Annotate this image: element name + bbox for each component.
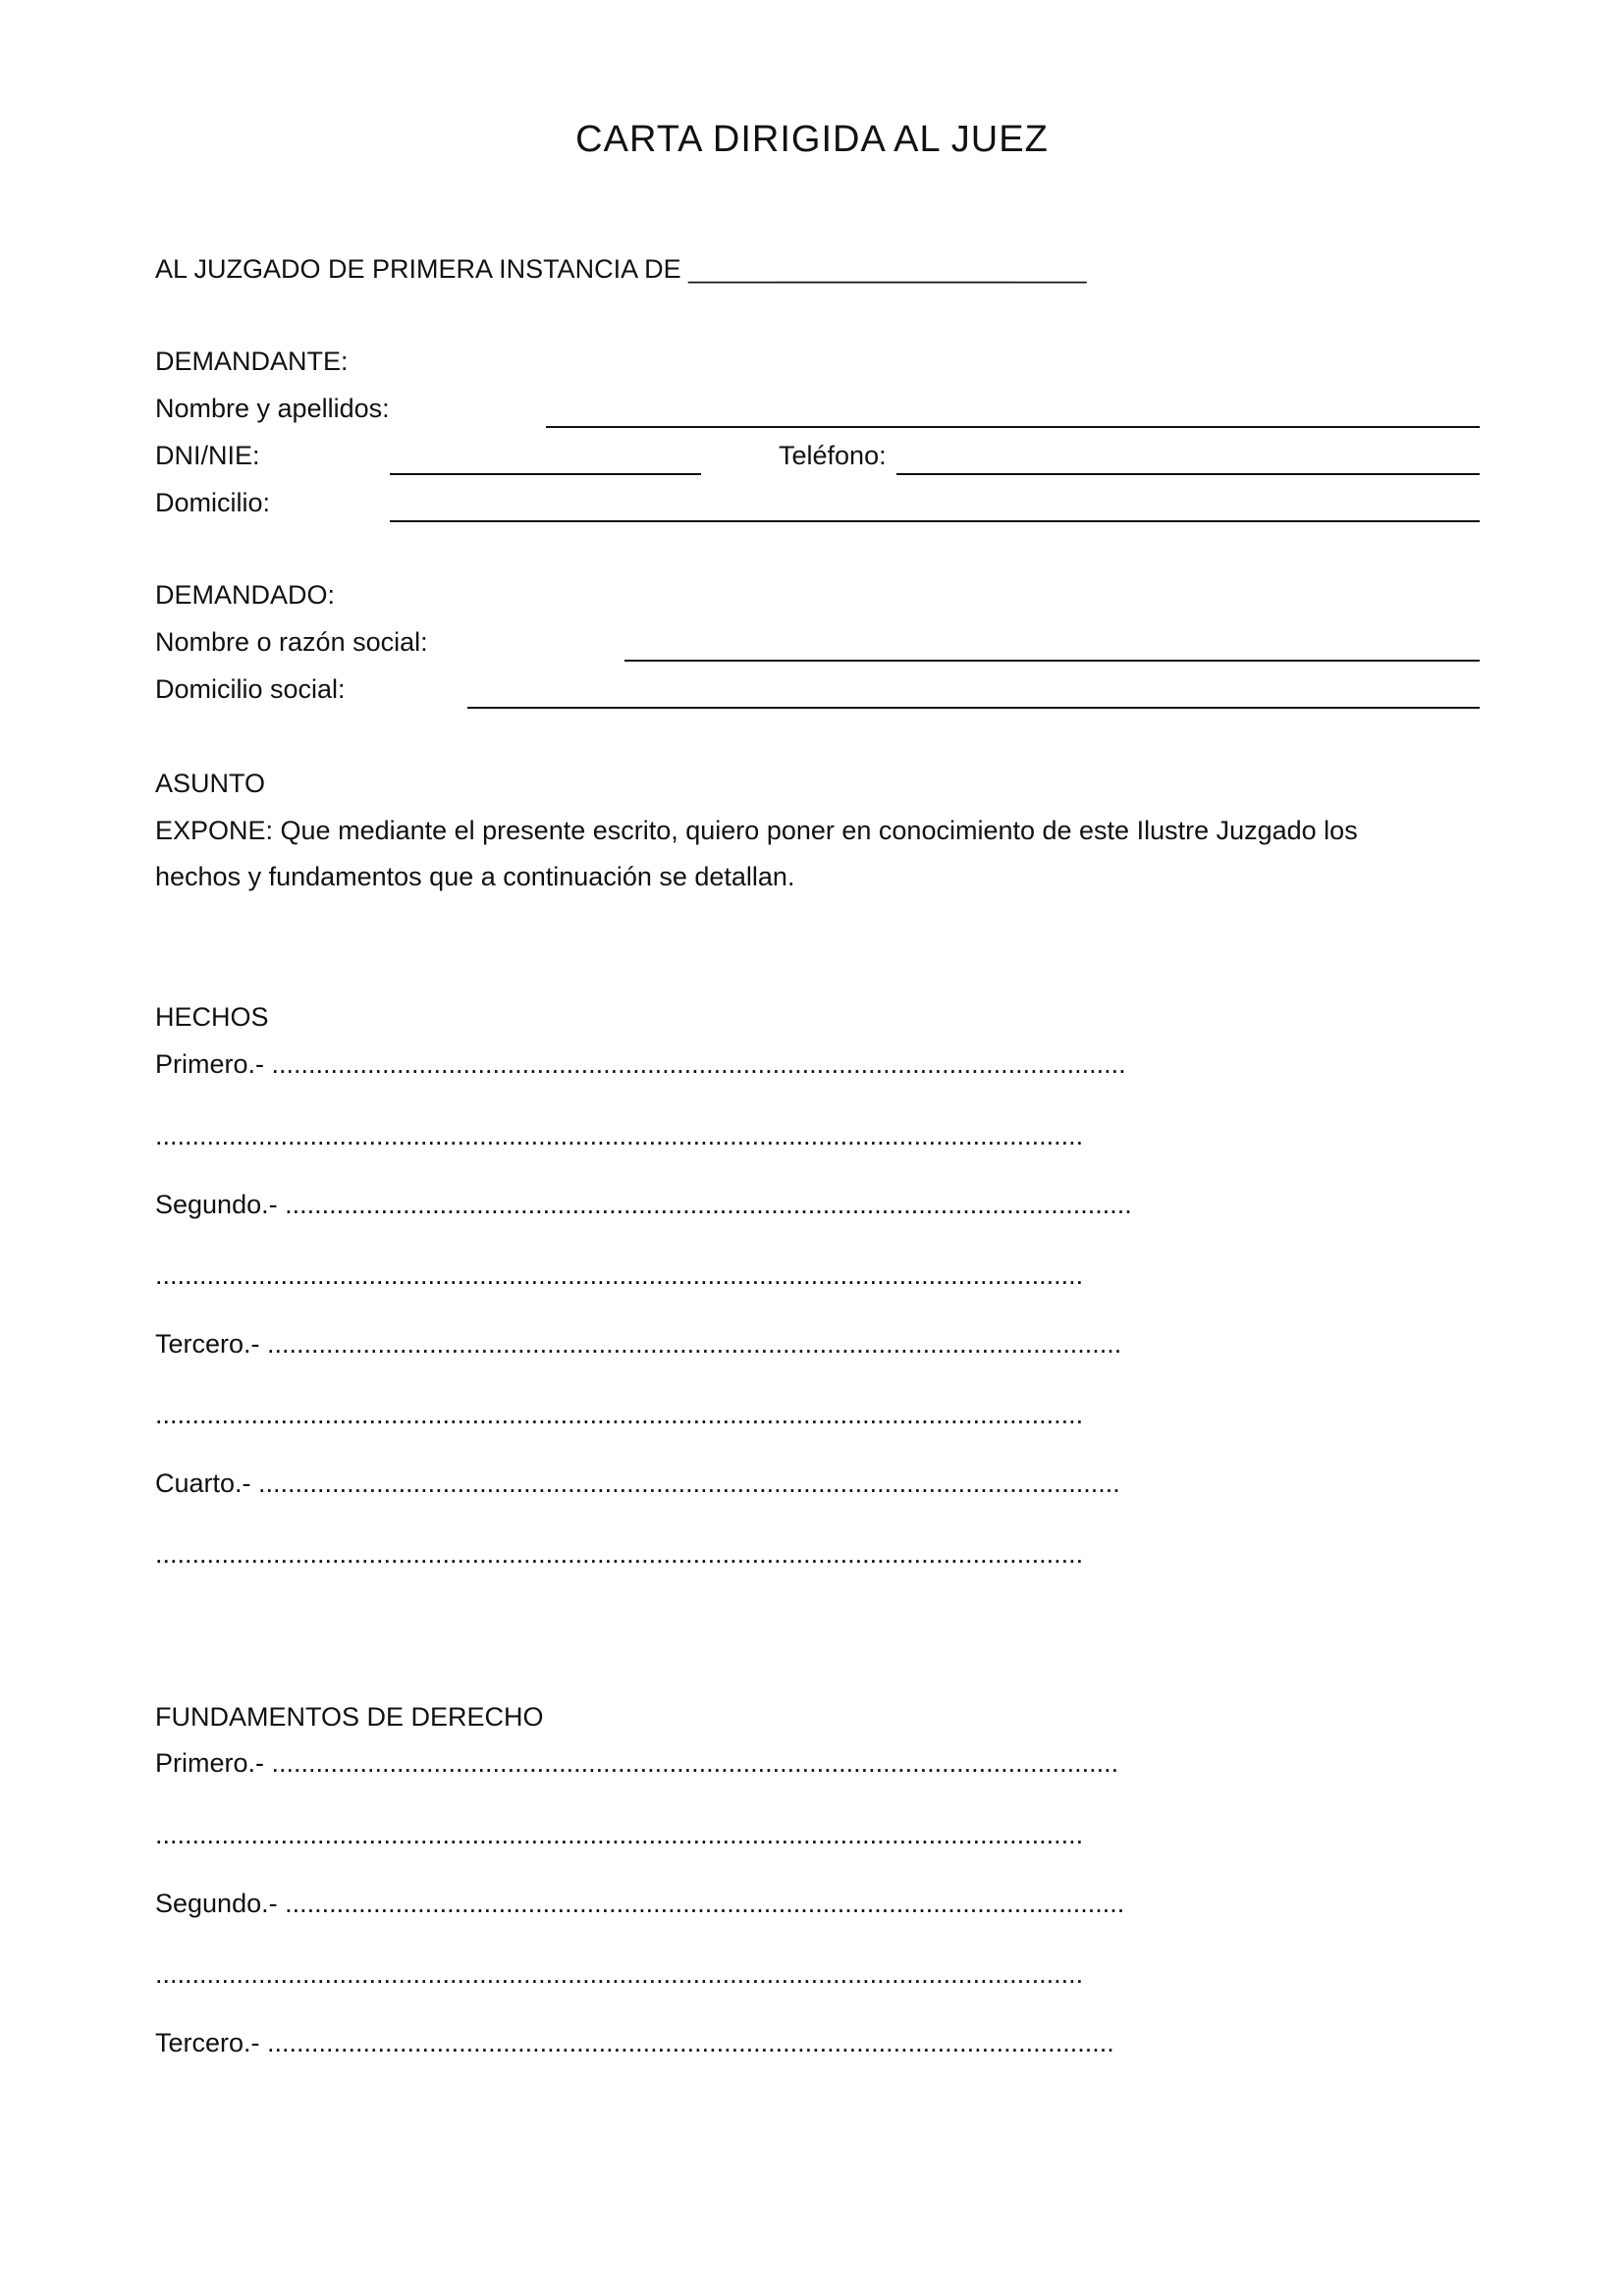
hechos-item-2-dots: ................................................................................................................... xyxy=(285,1190,1132,1219)
demandante-name-label: Nombre y apellidos: xyxy=(155,394,390,423)
hechos-item-3-label: Tercero.- xyxy=(155,1329,268,1359)
fundamentos-item-2[interactable] xyxy=(155,1888,1170,1919)
hechos-item-4[interactable] xyxy=(155,1468,1166,1499)
hechos-item-3-continuation[interactable]: .............................................................................................................................. xyxy=(155,1400,1084,1429)
court-line: AL JUZGADO DE PRIMERA INSTANCIA DE ___________________________ xyxy=(155,254,1087,284)
fundamentos-item-1-label: Primero.- xyxy=(155,1748,272,1778)
demandado-heading: DEMANDADO: xyxy=(155,580,336,610)
demandante-dni-field[interactable] xyxy=(390,473,701,475)
hechos-item-1-label: Primero.- xyxy=(155,1049,272,1079)
demandado-name-label: Nombre o razón social: xyxy=(155,627,428,657)
fundamentos-heading: FUNDAMENTOS DE DERECHO xyxy=(155,1702,544,1732)
hechos-item-1[interactable] xyxy=(155,1048,1176,1080)
demandante-heading: DEMANDANTE: xyxy=(155,347,349,376)
page-title: CARTA DIRIGIDA AL JUEZ xyxy=(575,119,1049,160)
hechos-item-1-dots: .................................................................................................................... xyxy=(271,1049,1126,1079)
hechos-item-2[interactable] xyxy=(155,1189,1178,1220)
hechos-item-3[interactable] xyxy=(155,1328,1170,1360)
fundamentos-item-1-dots: ................................................................................................................... xyxy=(271,1748,1119,1778)
fundamentos-item-3-label: Tercero.- xyxy=(155,2028,268,2057)
demandante-phone-label: Teléfono: xyxy=(779,441,887,470)
hechos-item-1-continuation[interactable]: .............................................................................................................................. xyxy=(155,1121,1084,1150)
hechos-item-2-label: Segundo.- xyxy=(155,1190,286,1219)
fundamentos-item-1[interactable] xyxy=(155,1747,1164,1779)
fundamentos-item-3-dots: ................................................................................................................... xyxy=(267,2028,1114,2057)
demandado-address-field[interactable] xyxy=(467,707,1480,709)
asunto-heading: ASUNTO xyxy=(155,769,266,798)
fundamentos-item-1-continuation[interactable]: .............................................................................................................................. xyxy=(155,1820,1084,1849)
hechos-heading: HECHOS xyxy=(155,1002,269,1032)
demandante-phone-field[interactable] xyxy=(896,473,1480,475)
demandante-address-field[interactable] xyxy=(390,520,1480,522)
expone-line-1: EXPONE: Que mediante el presente escrito, quiero poner en conocimiento de este Ilustre Juzgado los xyxy=(155,816,1358,845)
hechos-item-2-continuation[interactable]: .............................................................................................................................. xyxy=(155,1260,1084,1290)
hechos-item-4-continuation[interactable]: .............................................................................................................................. xyxy=(155,1539,1084,1569)
hechos-item-3-dots: .................................................................................................................... xyxy=(267,1329,1122,1359)
demandante-dni-label: DNI/NIE: xyxy=(155,441,260,470)
fundamentos-item-3[interactable] xyxy=(155,2027,1163,2058)
expone-line-2: hechos y fundamentos que a continuación se detallan. xyxy=(155,862,795,891)
fundamentos-item-2-label: Segundo.- xyxy=(155,1889,286,1918)
demandante-name-field[interactable] xyxy=(546,426,1480,428)
demandado-name-field[interactable] xyxy=(624,660,1480,662)
hechos-item-4-dots: ..................................................................................................................... xyxy=(258,1468,1120,1498)
demandante-address-label: Domicilio: xyxy=(155,488,271,517)
fundamentos-item-2-continuation[interactable]: .............................................................................................................................. xyxy=(155,1959,1084,1989)
hechos-item-4-label: Cuarto.- xyxy=(155,1468,259,1498)
demandado-address-label: Domicilio social: xyxy=(155,674,346,704)
fundamentos-item-2-dots: .................................................................................................................. xyxy=(285,1889,1125,1918)
